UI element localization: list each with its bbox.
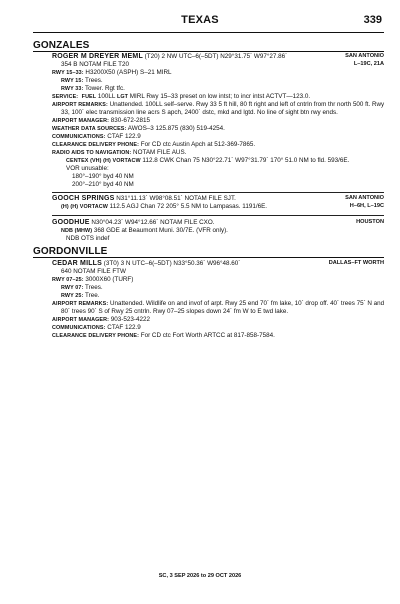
header-rule [33, 32, 384, 33]
goodhue-name: GOODHUE [52, 219, 90, 226]
rwy25-line: RWY 25: Tree. [61, 292, 100, 299]
rwy33-line: RWY 33: Tower. Rgt tfc. [61, 85, 125, 92]
airport-name: CEDAR MILLS [52, 260, 103, 267]
gooch-region: SAN ANTONIO [345, 195, 384, 201]
weather-line: WEATHER DATA SOURCES: AWOS–3 125.875 (830) 519-4254. [52, 125, 225, 132]
clearance-line: CLEARANCE DELIVERY PHONE: For CD ctc Fort Worth ARTCC at 817-858-7584. [52, 332, 275, 339]
comm-line: COMMUNICATIONS: CTAF 122.9 [52, 133, 141, 140]
centex-line: CENTEX (VH) (H) VORTACW 112.8 CWK Chan 75 N30°22.71´ W97°31.79´ 170° 51.0 NM to fld. 593/6E. [66, 157, 350, 164]
airport-id-info: (T20) 2 NW UTC–6(–5DT) N29°31.75´ W97°27.86´ [144, 53, 288, 60]
gooch-line: GOOCH SPRINGS N31°11.13´ W98°08.51´ NOTAM FILE SJT. [52, 195, 236, 202]
vor-unusable-line: VOR unusable: [66, 165, 109, 172]
section-divider [52, 192, 384, 193]
city-gordonville: GORDONVILLE [33, 246, 108, 257]
airport-elev: 354 B NOTAM FILE T20 [61, 61, 130, 68]
clearance-line: CLEARANCE DELIVERY PHONE: For CD ctc Austin Apch at 512-369-7865. [52, 141, 256, 148]
goodhue-region: HOUSTON [356, 219, 384, 225]
rwy07-line: RWY 07: Trees. [61, 284, 103, 291]
goodhue-ndb-ots: NDB OTS indef [66, 235, 110, 242]
gooch-vortac-line: (H) (H) VORTACW 112.5 AGJ Chan 72 205° 5.5 NM to Lampasas. 1191/6E. [61, 203, 268, 210]
airport-line: CEDAR MILLS (3T0) 3 N UTC–6(–5DT) N33°50.36´ W96°48.60´ [52, 260, 241, 267]
gooch-name: GOOCH SPRINGS [52, 195, 115, 202]
region-label: SAN ANTONIO [345, 53, 384, 59]
section-divider [52, 215, 384, 216]
airport-elev: 640 NOTAM FILE FTW [61, 268, 126, 275]
airport-name: ROGER M DREYER MEML [52, 53, 143, 60]
remarks-line-1: AIRPORT REMARKS: Unattended. Wildlife on and invof of arpt. Rwy 25 end 70´ fm lake, 10´ drop off. 40´ trees 75´ N and [52, 300, 385, 307]
comm-line: COMMUNICATIONS: CTAF 122.9 [52, 324, 141, 331]
airport-line [52, 53, 287, 60]
rwy15-line: RWY 15: Trees. [61, 77, 103, 84]
state-title: TEXAS [181, 14, 219, 26]
runway-line: RWY 15–33: H3200X50 (ASPH) S–21 MIRL [52, 69, 172, 76]
remarks-line-2: 80´ trees 90´ S of Rwy 25 cntrln. Rwy 07–25 slopes down 24´ fm W to E twd lake. [61, 308, 289, 315]
remarks-line-2: 33, 100´ elec transmission line acrs S apch, 2400´ dstc, mkd and lgtd. No line of sight btn rwy ends. [61, 109, 338, 116]
page-footer: SC, 3 SEP 2026 to 29 OCT 2026 [158, 573, 242, 579]
radio-aids-line: RADIO AIDS TO NAVIGATION: NOTAM FILE AUS. [52, 149, 187, 156]
manager-line: AIRPORT MANAGER: 830-672-2815 [52, 117, 150, 124]
service-line: SERVICE: FUEL 100LL LGT MIRL Rwy 15–33 preset on low intst; to incr intst ACTVT—123.0. [52, 93, 311, 100]
gooch-chart: H–6H, L–19C [349, 203, 384, 209]
vor-range-1: 180°–190° byd 40 NM [72, 173, 134, 180]
vor-range-2: 200°–210° byd 40 NM [72, 181, 134, 188]
remarks-line-1: AIRPORT REMARKS: Unattended. 100LL self–serve. Rwy 33 5 ft hill, 80 ft right and left of cntrln from thr north 500 ft. Rwy [52, 101, 385, 108]
city-gonzales: GONZALES [33, 40, 90, 51]
city-rule [33, 257, 384, 258]
page-number: 339 [363, 14, 382, 26]
region-label: DALLAS–FT WORTH [328, 260, 384, 266]
runway-line: RWY 07–25: 3000X60 (TURF) [52, 276, 134, 283]
page-header [0, 14, 400, 30]
city-rule [33, 51, 384, 52]
goodhue-ndb-line: NDB (MHW) 368 GDE at Beaumont Muni. 30/7E. (VFR only). [61, 227, 228, 234]
chart-label: L–19C, 21A [353, 61, 384, 67]
goodhue-line: GOODHUE N30°04.23´ W94°12.66´ NOTAM FILE CXO. [52, 219, 215, 226]
manager-line: AIRPORT MANAGER: 903-523-4222 [52, 316, 150, 323]
